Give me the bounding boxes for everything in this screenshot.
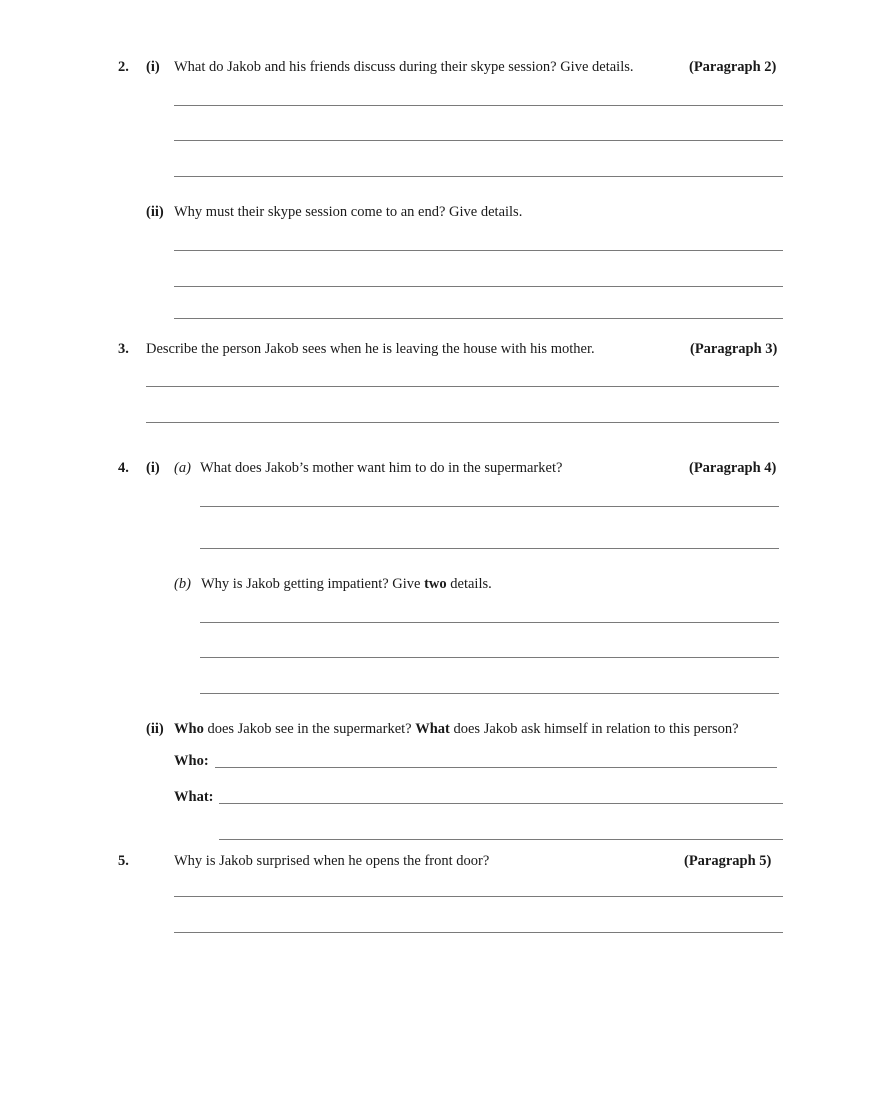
question-4-i-b-label: (b)	[174, 576, 191, 592]
question-3-paragraph-ref: (Paragraph 3)	[690, 341, 778, 357]
what-label: What:	[174, 789, 214, 805]
answer-line[interactable]	[174, 176, 783, 177]
answer-line[interactable]	[174, 286, 783, 287]
what-answer-line[interactable]	[219, 803, 783, 804]
who-answer-line[interactable]	[215, 767, 777, 768]
emphasis-who: Who	[174, 721, 204, 737]
question-3-number: 3.	[118, 341, 129, 357]
what-answer-line[interactable]	[219, 839, 783, 840]
question-2-number: 2.	[118, 59, 129, 75]
question-2-paragraph-ref: (Paragraph 2)	[689, 59, 777, 75]
who-label: Who:	[174, 753, 209, 769]
question-5-text: Why is Jakob surprised when he opens the front door?	[174, 853, 490, 869]
question-3-text: Describe the person Jakob sees when he is leaving the house with his mother.	[146, 341, 595, 357]
question-4-i-b-text: Why is Jakob getting impatient? Give two details.	[201, 576, 492, 592]
question-2-i-text: What do Jakob and his friends discuss during their skype session? Give details.	[174, 59, 634, 75]
answer-line[interactable]	[174, 105, 783, 106]
answer-line[interactable]	[146, 422, 779, 423]
question-4-ii-text: Who does Jakob see in the supermarket? What does Jakob ask himself in relation to this person?	[174, 721, 739, 737]
answer-line[interactable]	[146, 386, 779, 387]
question-2-i-label: (i)	[146, 59, 160, 75]
question-4-i-a-text: What does Jakob’s mother want him to do in the supermarket?	[200, 460, 563, 476]
answer-line[interactable]	[200, 548, 779, 549]
question-4-number: 4.	[118, 460, 129, 476]
answer-line[interactable]	[174, 250, 783, 251]
answer-line[interactable]	[174, 318, 783, 319]
question-4-paragraph-ref: (Paragraph 4)	[689, 460, 777, 476]
question-5-paragraph-ref: (Paragraph 5)	[684, 853, 772, 869]
answer-line[interactable]	[200, 506, 779, 507]
answer-line[interactable]	[174, 140, 783, 141]
answer-line[interactable]	[200, 622, 779, 623]
answer-line[interactable]	[174, 896, 783, 897]
answer-line[interactable]	[200, 657, 779, 658]
question-4-i-a-label: (a)	[174, 460, 191, 476]
emphasis-two: two	[424, 576, 447, 592]
question-2-ii-label: (ii)	[146, 204, 164, 220]
question-2-ii-text: Why must their skype session come to an end? Give details.	[174, 204, 523, 220]
answer-line[interactable]	[200, 693, 779, 694]
question-4-i-label: (i)	[146, 460, 160, 476]
question-5-number: 5.	[118, 853, 129, 869]
question-4-ii-label: (ii)	[146, 721, 164, 737]
emphasis-what: What	[415, 721, 450, 737]
answer-line[interactable]	[174, 932, 783, 933]
